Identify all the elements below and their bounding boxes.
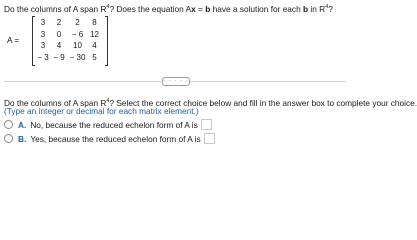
- matrix-cell: 3: [40, 18, 46, 28]
- matrix-label: A =: [7, 35, 20, 45]
- exponent: 4: [106, 4, 110, 10]
- option-letter: A.: [18, 119, 27, 130]
- vector-x: x: [191, 4, 196, 14]
- matrix-cell: 4: [56, 41, 62, 51]
- matrix-cell: 2: [56, 18, 62, 28]
- matrix-row: [36, 29, 102, 41]
- instructions-part: Do the columns of A span R: [4, 98, 107, 108]
- exponent: 4: [106, 98, 110, 104]
- matrix: [32, 16, 108, 65]
- matrix-cell: 8: [92, 18, 97, 28]
- vector-b: b: [205, 4, 211, 14]
- answer-input-b[interactable]: [204, 133, 215, 144]
- vector-b: b: [303, 4, 309, 14]
- matrix-cell: − 9: [53, 52, 65, 62]
- matrix-row: [36, 52, 102, 64]
- matrix-cell: 10: [73, 41, 82, 51]
- instructions-part: ? Select the correct choice below and fill in the answer box to complete your choice.: [109, 98, 417, 108]
- option-text: No, because the reduced echelon form of A is: [30, 119, 198, 130]
- question-part: =: [195, 4, 206, 14]
- matrix-cell: 2: [75, 18, 80, 28]
- matrix-table: [36, 17, 102, 63]
- matrix-right-bracket: [105, 16, 108, 66]
- exponent: 4: [325, 4, 329, 10]
- question-part: in R: [308, 4, 326, 14]
- input-hint: (Type an integer or decimal for each matrix element.): [4, 106, 199, 116]
- matrix-cell: 12: [90, 29, 99, 39]
- question-part: ?: [328, 4, 333, 14]
- matrix-cell: − 3: [37, 52, 49, 62]
- matrix-cell: − 6: [71, 29, 84, 39]
- answer-input-a[interactable]: [201, 119, 212, 130]
- option-letter: B.: [18, 133, 27, 144]
- matrix-left-bracket: [32, 16, 35, 66]
- matrix-cell: 3: [40, 41, 46, 51]
- expand-more-button[interactable]: · · · · ·: [163, 78, 189, 84]
- matrix-cell: − 30: [69, 52, 86, 62]
- matrix-row: [36, 17, 102, 29]
- question-part: have a solution for each: [210, 4, 303, 14]
- option-b[interactable]: [4, 133, 215, 144]
- matrix-cell: 4: [92, 41, 97, 51]
- radio-button-b[interactable]: [4, 134, 13, 143]
- option-text: Yes, because the reduced echelon form of A is: [30, 133, 201, 144]
- option-a[interactable]: [4, 119, 212, 130]
- question-part: ? Does the equation A: [109, 4, 192, 14]
- matrix-cell: 0: [56, 29, 62, 39]
- matrix-cell: 5: [92, 52, 97, 62]
- question-part: Do the columns of A span R: [4, 4, 107, 14]
- radio-button-a[interactable]: [4, 120, 13, 129]
- question-text: [4, 2, 333, 15]
- matrix-cell: 3: [40, 29, 46, 39]
- matrix-row: [36, 40, 102, 52]
